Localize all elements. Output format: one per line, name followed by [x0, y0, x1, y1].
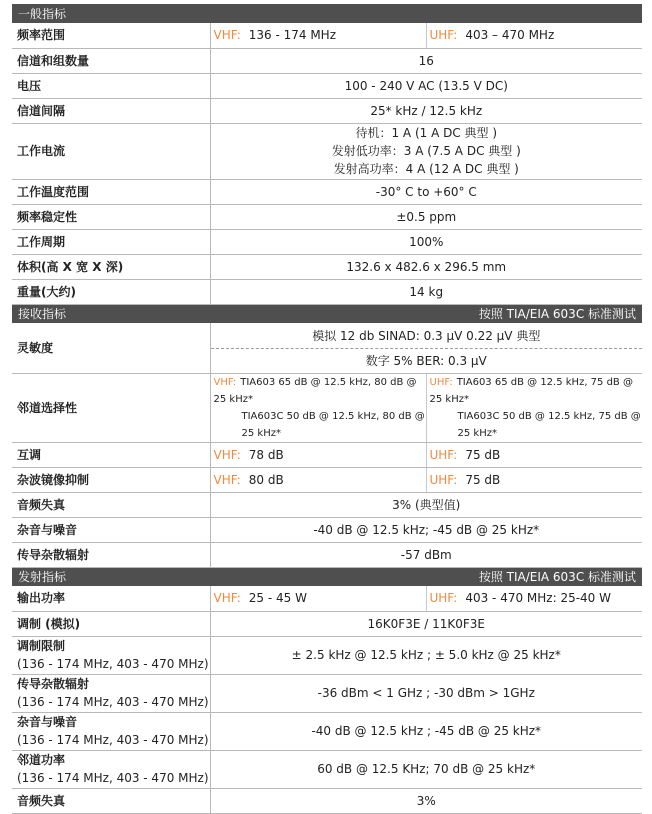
row-value: -36 dBm < 1 GHz ; -30 dBm > 1GHz [210, 674, 642, 712]
uhf-cell [426, 467, 642, 492]
row-label: 杂波镜像抑制 [12, 467, 210, 492]
uhf-tag: UHF: [429, 447, 458, 462]
row-value: 25* kHz / 12.5 kHz [210, 98, 642, 123]
vhf-tag: VHF: [213, 591, 241, 606]
uhf-tag: UHF: [429, 591, 458, 606]
row-label: 重量(大约) [12, 279, 210, 304]
table-row [12, 611, 642, 636]
row-value: -30° C to +60° C [210, 179, 642, 204]
table-row [12, 442, 642, 467]
row-value: ± 2.5 kHz @ 12.5 kHz ; ± 5.0 kHz @ 25 kHz* [210, 636, 642, 674]
sensitivity-analog: 模拟 12 db SINAD: 0.3 μV 0.22 μV 典型 [312, 328, 541, 343]
table-row [12, 179, 642, 204]
row-label: 互调 [12, 442, 210, 467]
row-value: 14 kg [210, 279, 642, 304]
spec-table [12, 4, 642, 814]
row-value: 100 - 240 V AC (13.5 V DC) [210, 73, 642, 98]
table-row [12, 73, 642, 98]
row-label: 传导杂散辐射 [17, 677, 90, 691]
row-label: 体积(高 X 宽 X 深) [12, 254, 210, 279]
uhf-value: 403 – 470 MHz [465, 28, 555, 43]
uhf-tag: UHF: [429, 28, 458, 43]
row-label: 电压 [12, 73, 210, 98]
section-title: 发射指标 [18, 569, 67, 584]
row-label: 工作温度范围 [12, 179, 210, 204]
table-row [12, 712, 642, 750]
row-sublabel: (136 - 174 MHz, 403 - 470 MHz) [17, 771, 209, 785]
vhf-value: 78 dB [248, 447, 284, 462]
table-row [12, 229, 642, 254]
row-value: 132.6 x 482.6 x 296.5 mm [210, 254, 642, 279]
row-value: -57 dBm [210, 542, 642, 567]
table-row [12, 254, 642, 279]
section-title: 一般指标 [12, 4, 642, 23]
section-title: 接收指标 [18, 306, 67, 321]
row-label: 灵敏度 [12, 323, 210, 373]
table-row [12, 750, 642, 788]
table-row [12, 204, 642, 229]
table-row [12, 23, 642, 48]
uhf-cell [426, 442, 642, 467]
vhf-cell [210, 373, 426, 442]
row-label: 音频失真 [12, 492, 210, 517]
row-label: 工作周期 [12, 229, 210, 254]
row-label: 信道和组数量 [12, 48, 210, 73]
table-row [12, 674, 642, 712]
row-label: 杂音与噪音 [17, 715, 78, 729]
row-label: 调制 (模拟) [12, 611, 210, 636]
uhf-value: 75 dB [465, 472, 501, 487]
section-standard: 按照 TIA/EIA 603C 标准测试 [478, 306, 637, 321]
vhf-cell [210, 442, 426, 467]
row-value [210, 123, 642, 179]
row-sublabel: (136 - 174 MHz, 403 - 470 MHz) [17, 695, 209, 709]
vhf-value: 25 - 45 W [248, 591, 307, 606]
uhf-value-2: TIA603C 50 dB @ 12.5 kHz, 75 dB @ 25 kHz* [457, 410, 641, 439]
row-value: 100% [210, 229, 642, 254]
sensitivity-digital: 数字 5% BER: 0.3 μV [211, 348, 643, 372]
row-label: 邻道功率 [17, 753, 66, 767]
current-low: 发射低功率：3 A (7.5 A DC 典型 ) [331, 144, 521, 158]
uhf-value: TIA603 65 dB @ 12.5 kHz, 75 dB @ 25 kHz* [429, 376, 633, 405]
section-standard: 按照 TIA/EIA 603C 标准测试 [478, 569, 637, 584]
row-label: 工作电流 [12, 123, 210, 179]
row-value: 3% [210, 788, 642, 813]
vhf-value: TIA603 65 dB @ 12.5 kHz, 80 dB @ 25 kHz* [213, 376, 417, 405]
section-header-general [12, 4, 642, 23]
row-label: 传导杂散辐射 [12, 542, 210, 567]
row-label: 杂音与噪音 [12, 517, 210, 542]
uhf-cell [426, 373, 642, 442]
vhf-cell [210, 586, 426, 611]
table-row [12, 586, 642, 611]
row-label: 频率稳定性 [12, 204, 210, 229]
vhf-value-2: TIA603C 50 dB @ 12.5 kHz, 80 dB @ 25 kHz* [241, 410, 425, 439]
uhf-cell [426, 586, 642, 611]
vhf-tag: VHF: [213, 28, 241, 43]
section-header-transmit [12, 567, 642, 586]
table-row [12, 98, 642, 123]
vhf-value: 80 dB [248, 472, 284, 487]
current-high: 发射高功率：4 A (12 A DC 典型 ) [333, 162, 519, 176]
vhf-tag: VHF: [213, 376, 237, 388]
row-value [210, 323, 642, 373]
row-label: 音频失真 [12, 788, 210, 813]
row-value: -40 dB @ 12.5 kHz; -45 dB @ 25 kHz* [210, 517, 642, 542]
table-row [12, 279, 642, 304]
row-sublabel: (136 - 174 MHz, 403 - 470 MHz) [17, 733, 209, 747]
vhf-tag: VHF: [213, 472, 241, 487]
uhf-value: 75 dB [465, 447, 501, 462]
row-sublabel: (136 - 174 MHz, 403 - 470 MHz) [17, 657, 209, 671]
uhf-cell [426, 23, 642, 48]
table-row [12, 492, 642, 517]
current-standby: 待机：1 A (1 A DC 典型 ) [355, 126, 498, 140]
row-value: -40 dB @ 12.5 kHz ; -45 dB @ 25 kHz* [210, 712, 642, 750]
vhf-cell [210, 467, 426, 492]
row-label: 调制限制 [17, 639, 66, 653]
row-label: 邻道选择性 [12, 373, 210, 442]
table-row [12, 123, 642, 179]
vhf-cell [210, 23, 426, 48]
row-value: 3% (典型值) [210, 492, 642, 517]
row-label: 输出功率 [12, 586, 210, 611]
table-row [12, 788, 642, 813]
uhf-tag: UHF: [429, 472, 458, 487]
uhf-tag: UHF: [429, 376, 453, 388]
row-value: 16K0F3E / 11K0F3E [210, 611, 642, 636]
uhf-value: 403 - 470 MHz: 25-40 W [465, 591, 611, 606]
table-row [12, 542, 642, 567]
vhf-value: 136 - 174 MHz [248, 28, 337, 43]
row-value: 60 dB @ 12.5 KHz; 70 dB @ 25 kHz* [210, 750, 642, 788]
table-row [12, 636, 642, 674]
section-header-receive [12, 304, 642, 323]
row-label: 频率范围 [12, 23, 210, 48]
vhf-tag: VHF: [213, 447, 241, 462]
table-row [12, 323, 642, 373]
row-value: 16 [210, 48, 642, 73]
row-label: 信道间隔 [12, 98, 210, 123]
table-row [12, 373, 642, 442]
row-value: ±0.5 ppm [210, 204, 642, 229]
table-row [12, 48, 642, 73]
table-row [12, 467, 642, 492]
table-row [12, 517, 642, 542]
